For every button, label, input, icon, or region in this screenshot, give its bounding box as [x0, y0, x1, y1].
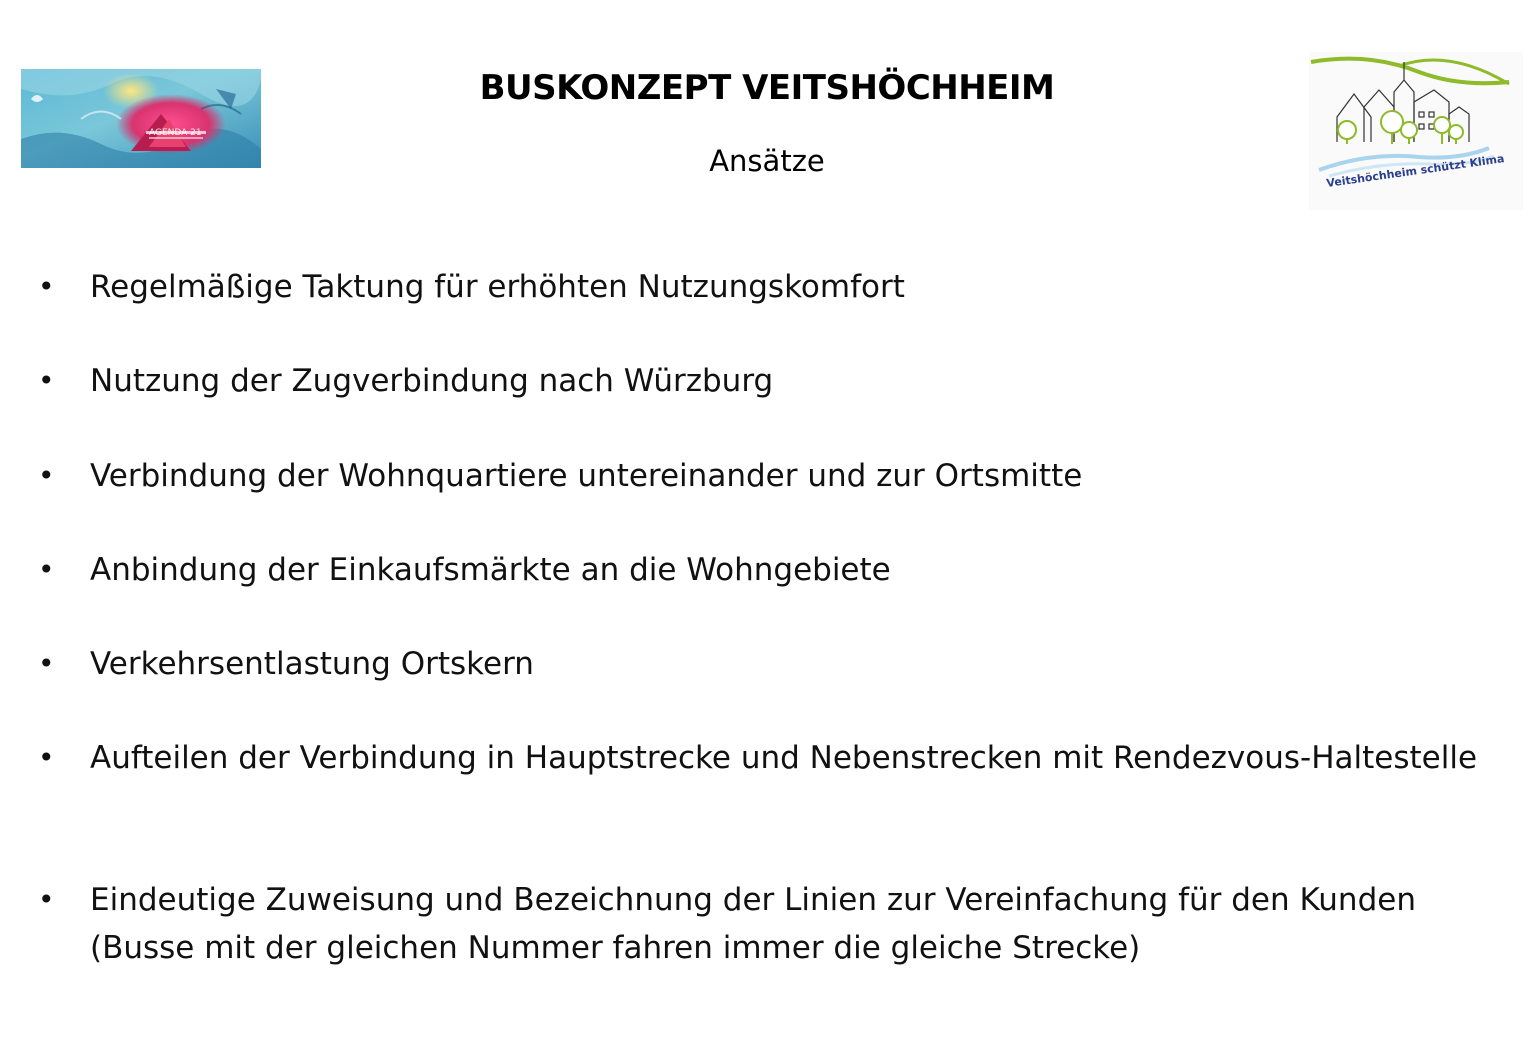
bullet-dot: •	[38, 364, 55, 397]
bullet-dot: •	[38, 883, 55, 916]
bullet-text: Verkehrsentlastung Ortskern	[90, 646, 534, 682]
agenda-21-label: AGENDA 21	[149, 128, 202, 138]
bullet-dot: •	[38, 270, 55, 303]
bullet-text: Anbindung der Einkaufsmärkte an die Wohngebiete	[90, 552, 891, 588]
page-subtitle: Ansätze	[709, 144, 825, 178]
klima-logo-label: Veitshöchheim schützt Klima	[1325, 152, 1506, 190]
bullet-dot: •	[38, 459, 55, 492]
bullet-text: Verbindung der Wohnquartiere untereinander und zur Ortsmitte	[90, 458, 1083, 494]
bullet-text: Aufteilen der Verbindung in Hauptstrecke und Nebenstrecken mit Rendezvous-Haltestelle	[90, 740, 1478, 776]
bullet-dot: •	[38, 647, 55, 680]
bullet-text: Regelmäßige Taktung für erhöhten Nutzungskomfort	[90, 269, 905, 305]
bullet-dot: •	[38, 553, 55, 586]
page-title: BUSKONZEPT VEITSHÖCHHEIM	[479, 68, 1055, 108]
bullet-dot: •	[38, 741, 55, 774]
bullet-text: Nutzung der Zugverbindung nach Würzburg	[90, 363, 774, 399]
bullet-text: Eindeutige Zuweisung und Bezeichnung der Linien zur Vereinfachung für den Kunden (Busse mit der gleichen Nummer fahren immer die gleiche Strecke)	[90, 882, 1416, 966]
